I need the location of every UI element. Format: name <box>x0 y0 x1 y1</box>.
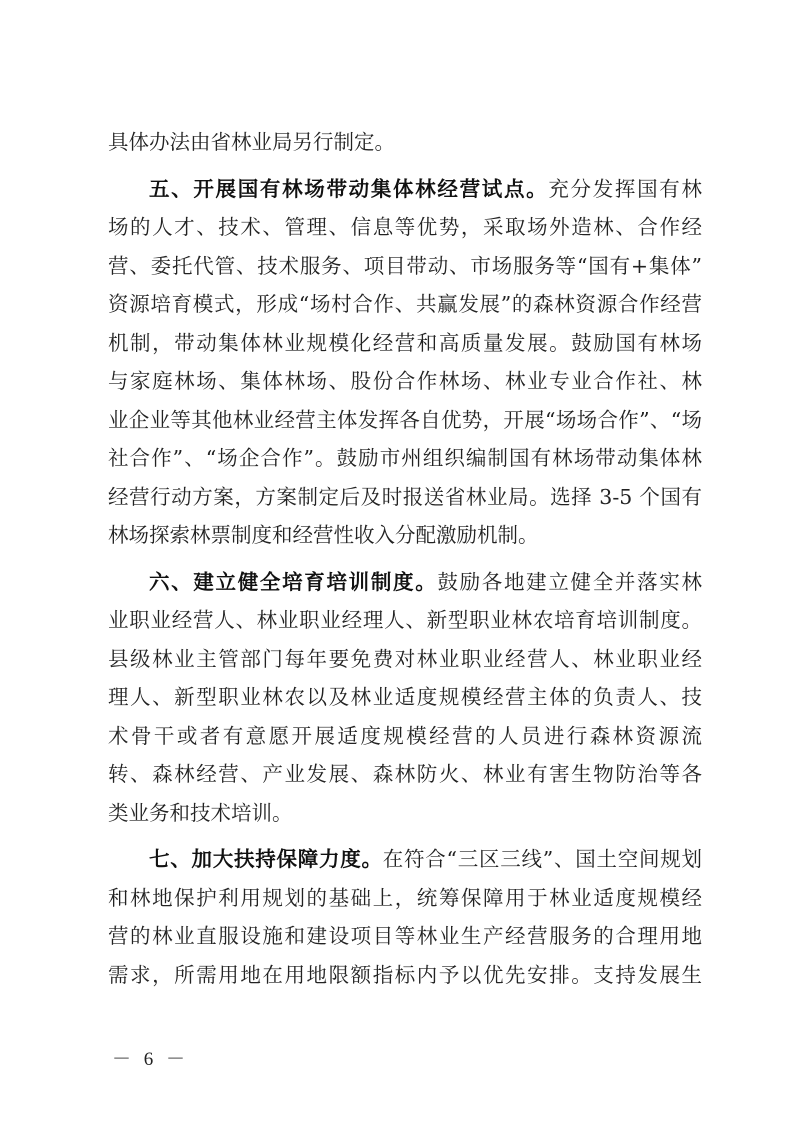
paragraph-section-5 <box>108 170 702 555</box>
section-heading: 七、加大扶持保障力度。 <box>149 847 383 871</box>
text-line: 林场探索林票制度和经营性收入分配激励机制。 <box>108 523 539 547</box>
text-line: 场的人才、技术、管理、信息等优势，采取场外造林、合作经 <box>108 215 702 239</box>
text-line: 理人、新型职业林农以及林业适度规模经营主体的负责人、技 <box>108 685 702 709</box>
text-line <box>108 170 702 209</box>
text-line: 社合作”、“场企合作”。鼓励市州组织编制国有林场带动集体林 <box>108 446 702 470</box>
text-line: 业企业等其他林业经营主体发挥各自优势，开展“场场合作”、“场 <box>108 407 702 432</box>
page-number: － 6 － <box>112 1049 190 1070</box>
text-line: 业职业经营人、林业职业经理人、新型职业林农培育培训制度。 <box>108 608 702 632</box>
text-line: 机制，带动集体林业规模化经营和高质量发展。鼓励国有林场 <box>108 330 702 355</box>
paragraph-section-6 <box>108 563 702 833</box>
section-text: 在符合“三区三线”、国土空间规划 <box>382 847 702 871</box>
text-line: 营的林业直服设施和建设项目等林业生产经营服务的合理用地 <box>108 924 702 948</box>
text-line: 县级林业主管部门每年要免费对林业职业经营人、林业职业经 <box>108 646 702 671</box>
paragraph-continuation <box>108 123 702 162</box>
text-line: 需求，所需用地在用地限额指标内予以优先安排。支持发展生 <box>108 962 702 987</box>
text-line: 术骨干或者有意愿开展适度规模经营的人员进行森林资源流 <box>108 723 702 748</box>
section-text: 充分发挥国有林 <box>548 176 702 201</box>
section-heading: 六、建立健全培育培训制度。 <box>149 569 438 594</box>
text-line <box>108 840 702 879</box>
text-line: 具体办法由省林业局另行制定。 <box>108 130 395 154</box>
text-line: 资源培育模式，形成“场村合作、共赢发展”的森林资源合作经营 <box>108 292 702 316</box>
document-body <box>108 123 702 1002</box>
text-line: 转、森林经营、产业发展、森林防火、林业有害生物防治等各 <box>108 762 702 786</box>
text-line: 类业务和技术培训。 <box>108 800 293 825</box>
text-line: 营、委托代管、技术服务、项目带动、市场服务等“国有+集体” <box>108 253 702 278</box>
text-line: 和林地保护利用规划的基础上，统筹保障用于林业适度规模经 <box>108 885 702 910</box>
text-line: 与家庭林场、集体林场、股份合作林场、林业专业合作社、林 <box>108 369 702 393</box>
paragraph-section-7 <box>108 840 702 994</box>
section-text: 鼓励各地建立健全并落实林 <box>437 569 702 594</box>
section-heading: 五、开展国有林场带动集体林经营试点。 <box>149 176 549 201</box>
text-line: 经营行动方案，方案制定后及时报送省林业局。选择 3-5 个国有 <box>108 484 702 509</box>
text-line <box>108 563 702 602</box>
